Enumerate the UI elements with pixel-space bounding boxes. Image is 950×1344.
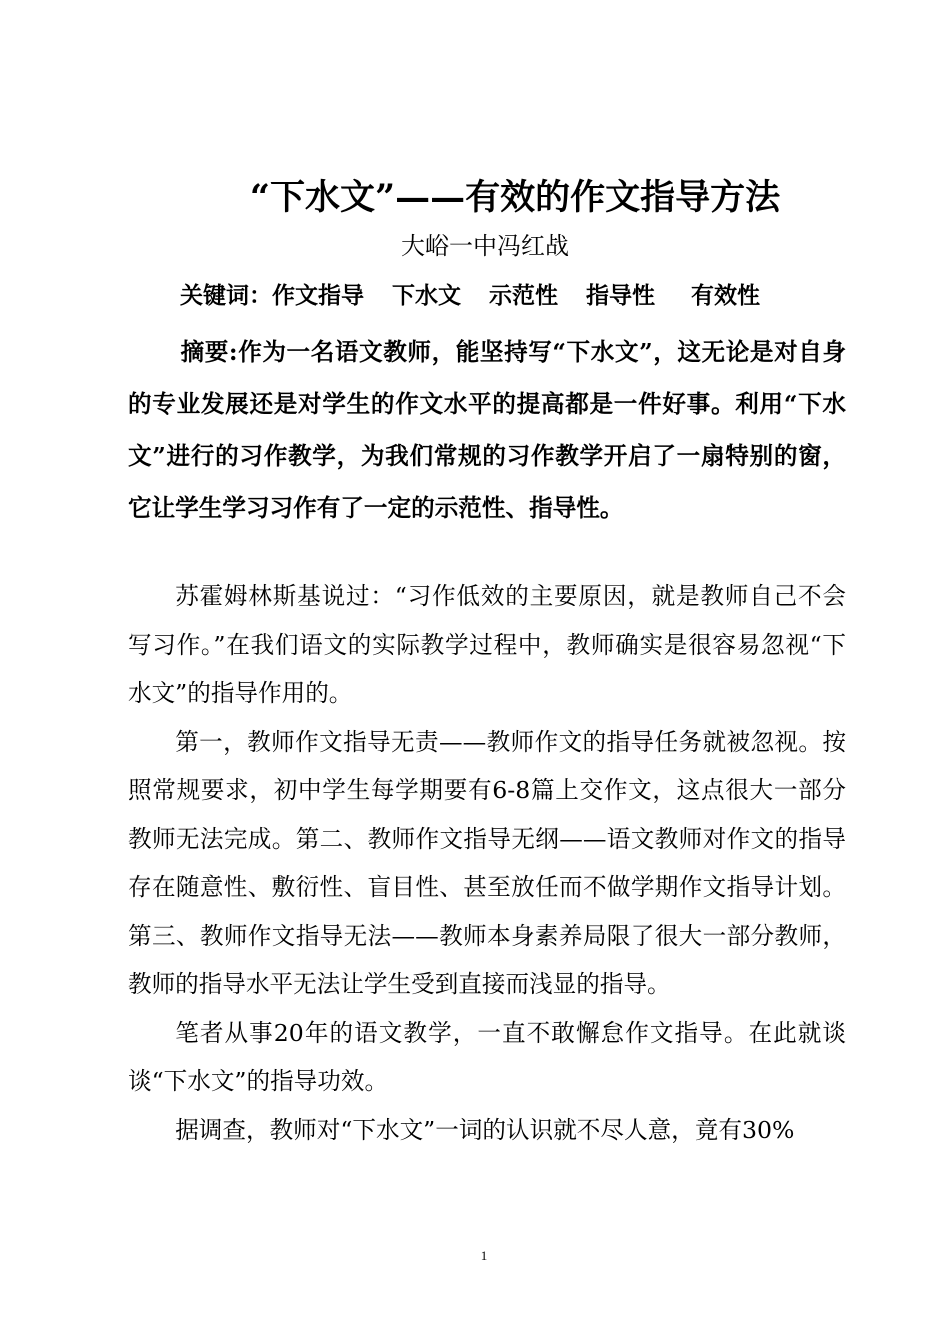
body-paragraph: 笔者从事20年的语文教学，一直不敢懈怠作文指导。在此就谈谈“下水文”的指导功效。 [128, 1018, 846, 1095]
page-number: 1 [480, 1248, 488, 1263]
keyword: 指导性 [586, 282, 655, 309]
body-text [128, 572, 846, 1154]
abstract-label: 摘要 [180, 338, 229, 366]
body-paragraph: 苏霍姆林斯基说过：“习作低效的主要原因，就是教师自己不会写习作。”在我们语文的实际教学过程中，教师确实是很容易忽视“下水文”的指导作用的。 [128, 582, 846, 707]
abstract [128, 326, 846, 534]
keywords-label: 关键词： [180, 282, 272, 309]
keyword: 示范性 [489, 282, 558, 309]
document-title: “下水文”——有效的作文指导方法 [249, 177, 781, 218]
body-paragraph: 据调查，教师对“下水文”一词的认识就不尽人意，竟有30% [175, 1115, 795, 1144]
keywords-line [180, 276, 788, 316]
keyword: 下水文 [392, 282, 461, 309]
author-line: 大峪一中冯红战 [401, 232, 569, 260]
body-paragraph: 第一，教师作文指导无责——教师作文的指导任务就被忽视。按照常规要求，初中学生每学期要有6-8篇上交作文，这点很大一部分教师无法完成。第二、教师作文指导无纲——语文教师对作文的指导存在随意性、敷衍性、盲目性、甚至放任而不做学期作文指导计划。第三、教师作文指导无法——教师本身素养局限了很大一部分教师，教师的指导水平无法让学生受到直接而浅显的指导。 [128, 727, 846, 998]
abstract-text: :作为一名语文教师，能坚持写“下水文”，这无论是对自身的专业发展还是对学生的作文水平的提高都是一件好事。利用“下水文”进行的习作教学，为我们常规的习作教学开启了一扇特别的窗，它让学生学习习作有了一定的示范性、指导性。 [128, 338, 846, 522]
keyword: 作文指导 [272, 282, 364, 309]
keyword: 有效性 [691, 282, 760, 309]
